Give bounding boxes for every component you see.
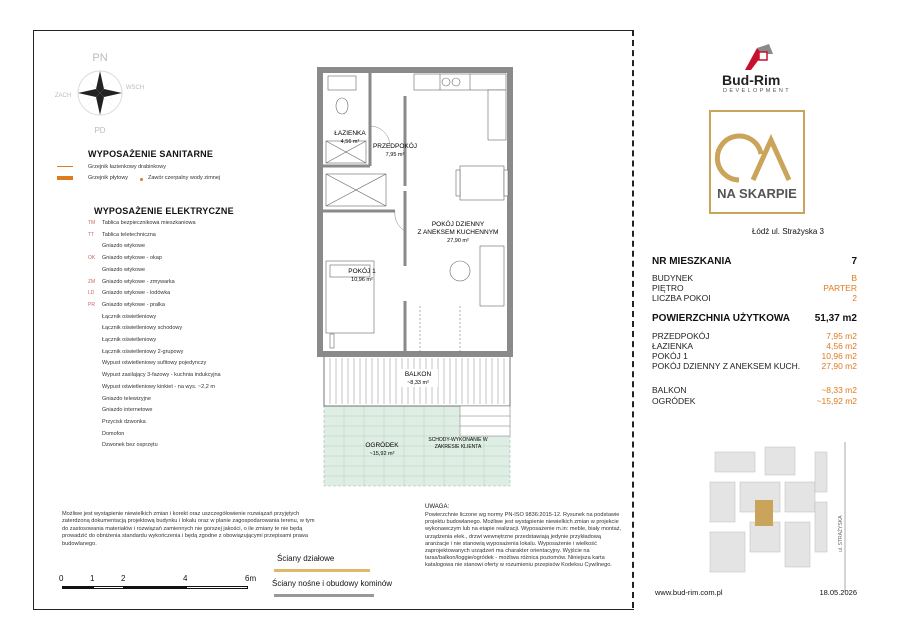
usable-area-label: POWIERZCHNIA UŻYTKOWA (652, 313, 790, 324)
room-value: 4,56 m2 (826, 341, 857, 351)
note-title: UWAGA: (425, 504, 450, 510)
electric-item (88, 267, 145, 273)
info-label: LICZBA POKOI (652, 293, 711, 303)
electric-item (88, 232, 156, 238)
room-area-przedpokoj: 7,95 m² (385, 152, 405, 158)
electric-item-label: Dzwonek bez osprzętu (102, 442, 158, 449)
room-name-pokoj1: POKÓJ 1 (348, 268, 376, 275)
room-name-lazienka: ŁAZIENKA (334, 130, 366, 137)
electric-item-label: Gniazdo telewizyjne (102, 395, 151, 402)
sanitary-item: Grzejnik łazienkowy drabinkowy (88, 164, 166, 170)
electric-item-label: Gniazdo wtykowe (102, 266, 146, 273)
outdoor-value: ~15,92 m2 (816, 396, 857, 406)
sanitary-item: Zawór czerpalny wody zimnej (148, 175, 221, 181)
electric-item (88, 314, 156, 320)
electric-symbol-icon: ZM (88, 278, 96, 285)
scale-label: 4 (183, 574, 188, 583)
electric-item (88, 279, 175, 285)
electric-symbol-icon: LD (88, 290, 95, 297)
electric-item-label: Łącznik oświetleniowy 2-grupowy (102, 348, 184, 355)
electric-item (88, 407, 152, 413)
electric-symbol-icon: OK (88, 255, 96, 262)
room-name-ogrodek: OGRÓDEK (365, 442, 399, 449)
room-area-dzienny: 27,90 m² (447, 238, 469, 244)
electric-item-label: Wypust oświetleniowy kinkiet - na wys. ~2,2 m (102, 383, 215, 390)
scale-label: 0 (59, 574, 64, 583)
towel-radiator-icon (57, 166, 73, 167)
apartment-nr: 7 (851, 256, 857, 267)
sanitary-item: Grzejnik płytowy (88, 175, 129, 181)
electric-item-label: Gniazdo wtykowe - pralka (102, 301, 165, 308)
electric-symbol-icon: PR (88, 301, 95, 308)
electric-item-label: Tablica bezpiecznikowa mieszkaniowa (102, 220, 196, 226)
site-building-highlight (755, 500, 773, 526)
stairs-note-2: ZAKRESIE KLIENTA (434, 444, 482, 450)
disclaimer-text: Możliwe jest wystąpienie niewielkich zmian i korekt oraz uszczegółowienie rozwiązań przyjętych zaterdzoną dokumentacją projektową budynku i lokalu oraz w planie zagospodarowania terenu, w tym do zastosowania materiałów i rozwiązań zamiennych nie gorszej jakości, o ile zmiany te nie będą prowadzić do obniżenia standardu wykończenia i będą zgodne z obowiązującymi przepisami prawa budowlanego. (62, 511, 315, 547)
electric-item (88, 337, 156, 343)
partition-walls-label: Ściany działowe (277, 554, 335, 563)
scale-label: 6m (245, 574, 257, 583)
scale-segment (62, 586, 93, 589)
electric-item (88, 360, 206, 366)
room-name-balkon: BALKON (404, 371, 432, 378)
sanitary-title: WYPOSAŻENIE SANITARNE (88, 149, 214, 159)
outdoor-label: OGRÓDEK (652, 396, 696, 406)
electric-item-label: Łącznik oświetleniowy (102, 313, 157, 320)
room-area-ogrodek: ~15,92 m² (369, 451, 395, 457)
room-label: ŁAZIENKA (652, 341, 694, 351)
project-name: NA SKARPIE (717, 186, 797, 201)
street-label: ul. STRAŻYSKA (838, 515, 844, 552)
room-area-balkon: ~8,33 m² (407, 380, 429, 386)
electric-item (88, 255, 162, 261)
room-name-przedpokoj: PRZEDPOKÓJ (372, 143, 418, 150)
info-value: B (851, 273, 857, 283)
electric-symbol-icon: TT (88, 231, 95, 238)
water-valve-icon (140, 178, 143, 181)
electric-item (88, 431, 124, 437)
scale-segment (93, 586, 124, 589)
brand-name: Bud-Rim (722, 72, 781, 88)
bud-rim-logo-icon (737, 40, 777, 74)
compass-rose-icon (55, 45, 145, 135)
electric-item-label: Gniazdo wtykowe - zmywarka (102, 278, 175, 285)
footer-date: 18.05.2026 (819, 588, 857, 597)
electric-item-label: Łącznik oświetleniowy schodowy (102, 325, 183, 332)
electric-item (88, 220, 196, 226)
address: Łódź ul. Strażyska 3 (751, 227, 824, 236)
info-label: BUDYNEK (652, 273, 694, 283)
info-value: PARTER (823, 283, 857, 293)
scale-segment (124, 586, 186, 589)
note-text: Powierzchnie liczone wg normy PN-ISO 9836:2015-12. Rysunek na podstawie projektu budowlanego. Możliwe jest wystąpienie niewielkich zmian w projekcie wykonawczym lub na etapie realizacji. Wyposażenie m.in: meble, biały montaż, urządzenia elek., drzwi wewnętrzne przedstawiają jedynie przykładową aranżacje i nie stanowią wyposażenia lokalu. Wyposażenie i wielkość zaprojektowanych urządzeń ma charakter orientacyjny. Wyjście na taras/balkon/loggie/ogródek - możliwa różnica poziomów. Niniejsza karta katalogowa nie stanowi oferty w rozumieniu przepisów Kodeksu Cywilnego. (425, 512, 622, 569)
room-label: POKÓJ 1 (652, 351, 688, 361)
compass-south: PD (94, 126, 106, 135)
room-label: POKÓJ DZIENNY Z ANEKSEM KUCH. (652, 361, 801, 371)
electric-item-label: Wypust zasilający 3-fazowy - kuchnia indukcyjna (102, 372, 221, 379)
room-value: 27,90 m2 (821, 361, 857, 371)
site-plan-map (705, 442, 855, 592)
electric-item (88, 302, 165, 308)
scale-label: 1 (90, 574, 95, 583)
compass-east: WSCH (125, 85, 145, 91)
electric-item (88, 325, 182, 331)
electric-item (88, 243, 145, 249)
room-name2-dzienny: Z ANEKSEM KUCHENNYM (417, 229, 499, 236)
electric-item-label: Tablica teletechniczna (102, 231, 156, 238)
footer-url[interactable]: www.bud-rim.com.pl (655, 588, 723, 597)
room-value: 7,95 m2 (826, 331, 857, 341)
outdoor-label: BALKON (652, 385, 687, 395)
room-area-lazienka: 4,56 m² (340, 139, 360, 145)
outdoor-value: ~8,33 m2 (821, 385, 857, 395)
electric-item (88, 372, 221, 378)
electric-item-label: Gniazdo internetowe (102, 407, 153, 414)
stairs-note-1: SCHODY-WYKONANIE W (428, 437, 488, 443)
apartment-nr-label: NR MIESZKANIA (652, 256, 732, 267)
scale-bar (59, 574, 257, 598)
bearing-walls-swatch (274, 594, 374, 597)
info-value: 2 (852, 293, 857, 303)
info-label: PIĘTRO (652, 283, 684, 293)
room-label: PRZEDPOKÓJ (652, 331, 710, 341)
compass-west: ZACH (55, 93, 72, 99)
compass-north: PN (92, 52, 108, 64)
room-name-dzienny: POKÓJ DZIENNY (431, 221, 485, 228)
floor-plan (310, 66, 520, 496)
bearing-walls-label: Ściany nośne i obudowy kominów (272, 579, 393, 588)
electric-item (88, 442, 158, 448)
electric-title: WYPOSAŻENIE ELEKTRYCZNE (94, 206, 234, 216)
electric-item-label: Gniazdo wtykowe - okap (102, 255, 162, 262)
electric-item (88, 384, 215, 390)
electric-item-label: Gniazdo wtykowe (102, 243, 146, 250)
electric-item (88, 419, 146, 425)
partition-walls-swatch (274, 569, 370, 572)
scale-segment (186, 586, 248, 589)
separator-line (632, 30, 634, 608)
usable-area-value: 51,37 m2 (814, 313, 857, 324)
scale-label: 2 (121, 574, 126, 583)
electric-item-label: Wypust oświetleniowy sufitowy pojedynczy (102, 360, 207, 367)
electric-item (88, 290, 170, 296)
electric-symbol-icon: TM (88, 220, 96, 226)
electric-item-label: Przycisk dzwonka (102, 418, 146, 425)
room-area-pokoj1: 10,96 m² (351, 277, 373, 283)
room-value: 10,96 m2 (821, 351, 857, 361)
electric-item-label: Łącznik oświetleniowy (102, 337, 157, 343)
electric-item-label: Gniazdo wtykowe - lodówka (102, 290, 171, 297)
electric-item-label: Domofon (102, 430, 125, 437)
electric-item (88, 349, 183, 355)
panel-radiator-icon (57, 176, 73, 180)
brand-sub: DEVELOPMENT (723, 88, 791, 94)
electric-item (88, 396, 151, 402)
